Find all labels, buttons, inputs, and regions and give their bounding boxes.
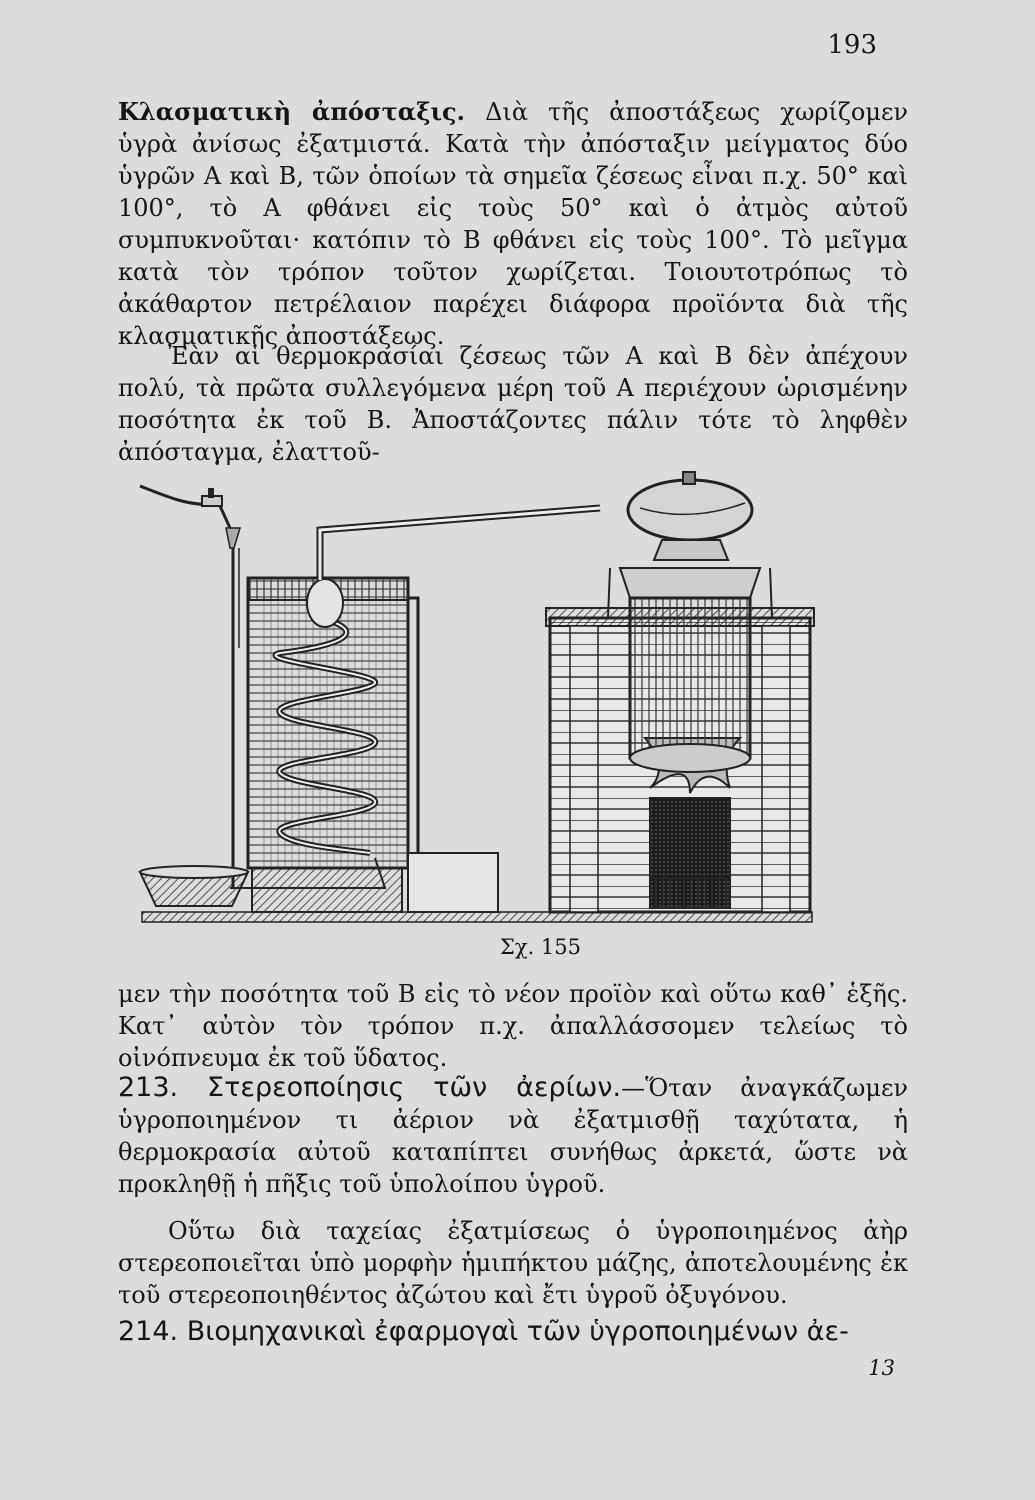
paragraph-liquid-air: Οὕτω διὰ ταχείας ἐξατμίσεως ὁ ὑγροποιημένος ἀὴρ στερεοποιεῖται ὑπὸ μορφὴν ἡμιπήκτου μάζης, ἀποτελουμένης ἐκ τοῦ στερεοποιηθέντος ἀζώτου καὶ ἔτι ὑγροῦ ὀξυγόνου. [118,1217,908,1309]
section-213 [118,1072,908,1200]
still-head [628,472,752,560]
vapor-pipe [320,508,600,580]
receiver-box [408,853,498,912]
paragraph-continuation: μεν τὴν ποσότητα τοῦ Β εἰς τὸ νέον προϊὸν καὶ οὕτω καθ᾽ ἑξῆς. Κατ᾽ αὐτὸν τὸν τρόπον π.χ. ἀπαλλάσσομεν τελείως τὸ οἰνόπνευμα ἐκ τοῦ ὕδατος. [118,980,908,1072]
paragraph-boiling-points: Ἐὰν αἱ θερμοκρασίαι ζέσεως τῶν Α καὶ Β δὲν ἀπέχουν πολύ, τὰ πρῶτα συλλεγόμενα μέρη τοῦ Α περιέχουν ὡρισμένην ποσότητα ἐκ τοῦ Β. Ἀποστάζοντες πάλιν τότε τὸ ληφθὲν ἀπόσταγμα, ἐλαττοῦ- [118,342,908,466]
distillation-apparatus-illustration [130,468,820,928]
term-fractional-distillation: Κλασματικὴ ἀπόσταξις. [118,97,466,126]
page-number: 193 [827,30,877,60]
section-213-text: —Ὅταν ἀναγκάζωμεν ὑγροποιημένον τι ἀέριον νὰ ἐξατμισθῇ ταχύτατα, ἡ θερμοκρασία αὐτοῦ καταπίπτει συνήθως ἀρκετά, ὥστε νὰ προκληθῇ ἡ πῆξις τοῦ ὑπολοίπου ὑγροῦ. [118,1074,908,1198]
section-214-heading: 214. Βιομηχανικαὶ ἐφαρμογαὶ τῶν ὑγροποιημένων ἀε- [118,1316,849,1347]
condenser-tank [248,578,418,868]
paragraph-fractional-distillation [118,96,908,352]
paragraph1-text: Διὰ τῆς ἀποστάξεως χωρίζομεν ὑγρὰ ἀνίσως ἐξατμιστά. Κατὰ τὴν ἀπόσταξιν μείγματος δύο ὑγρῶν Α καὶ Β, τῶν ὁποίων τὰ σημεῖα ζέσεως εἶναι π.χ. 50° καὶ 100°, τὸ Α φθάνει εἰς τοὺς 50° καὶ ὁ ἀτμὸς αὐτοῦ συμπυκνοῦται· κατόπιν τὸ Β φθάνει εἰς τοὺς 100°. Τὸ μεῖγμα κατὰ τὸν τρόπον τοῦτον χωρίζεται. Τοιουτοτρόπως τὸ ἀκάθαρτον πετρέλαιον παρέχει διάφορα προϊόντα διὰ τῆς κλασματικῆς ἀποστάξεως. [118,98,909,350]
figure-caption: Σχ. 155 [500,935,582,959]
tank-base [252,868,402,912]
section-213-heading: 213. Στερεοποίησις τῶν ἀερίων. [118,1072,622,1103]
collection-bowl [140,866,248,906]
water-tap [140,486,240,548]
boiler-vessel [608,568,772,772]
signature-mark: 13 [868,1356,895,1380]
